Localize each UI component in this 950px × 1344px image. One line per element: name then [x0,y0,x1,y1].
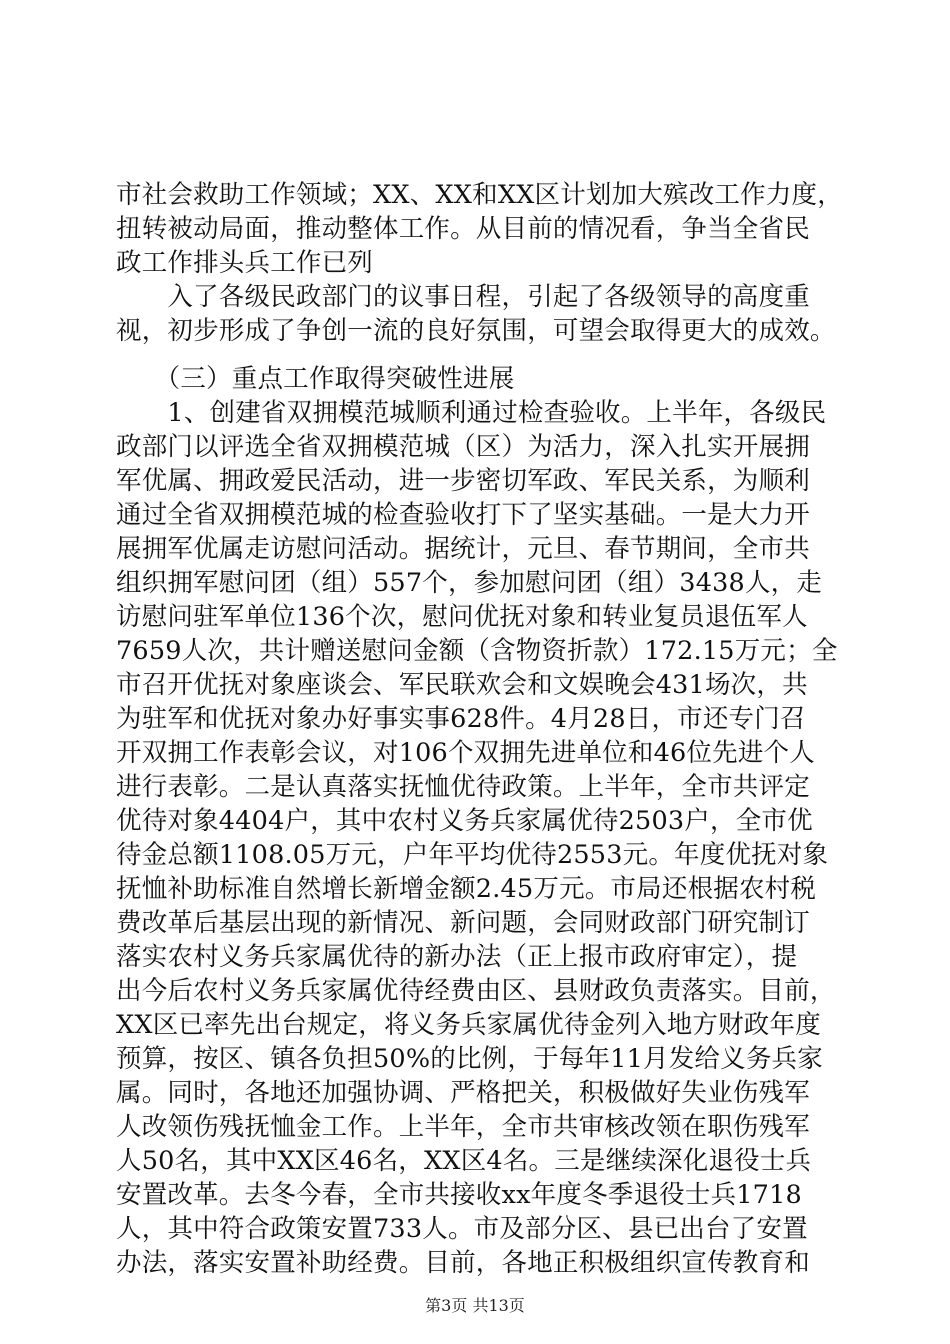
text-line: 入了各级民政部门的议事日程，引起了各级领导的高度重 [116,282,810,312]
text-line: 1、创建省双拥模范城顺利通过检查验收。上半年，各级民 [116,398,827,428]
section-heading: （三）重点工作取得突破性进展 [116,364,515,394]
text-line: 优待对象4404户，其中农村义务兵家属优待2503户，全市优 [116,806,813,836]
text-line: 抚恤补助标准自然增长新增金额2.45万元。市局还根据农村税 [116,874,817,904]
text-line: 预算，按区、镇各负担50%的比例，于每年11月发给义务兵家 [116,1044,823,1074]
text-line: 访慰问驻军单位136个次，慰问优抚对象和转业复员退伍军人 [116,602,808,632]
text-line: 视，初步形成了争创一流的良好氛围，可望会取得更大的成效。 [116,316,836,346]
page-footer: 第3页 共13页 [425,1296,525,1315]
text-line: 为驻军和优抚对象办好事实事628件。4月28日，市还专门召 [116,704,806,734]
text-line: 人50名，其中XX区46名，XX区4名。三是继续深化退役士兵 [116,1146,812,1176]
text-line: 开双拥工作表彰会议，对106个双拥先进单位和46位先进个人 [116,738,815,768]
text-line: 待金总额1108.05万元，户年平均优待2553元。年度优抚对象 [116,840,829,870]
text-line: 政工作排头兵工作已列 [116,248,374,278]
text-line: 市社会救助工作领域；XX、XX和XX区计划加大殡改工作力度， [116,180,843,210]
text-line: 7659人次，共计赠送慰问金额（含物资折款）172.15万元；全 [116,636,838,666]
text-line: 市召开优抚对象座谈会、军民联欢会和文娱晚会431场次，共 [116,670,808,700]
text-line: 人改领伤残抚恤金工作。上半年，全市共审核改领在职伤残军 [116,1112,810,1142]
text-line: 安置改革。去冬今春，全市共接收xx年度冬季退役士兵1718 [116,1180,802,1210]
text-line: 组织拥军慰问团（组）557个，参加慰问团（组）3438人，走 [116,568,823,598]
text-line: 扭转被动局面，推动整体工作。从目前的情况看，争当全省民 [116,214,810,244]
text-line: 出今后农村义务兵家属优待经费由区、县财政负责落实。目前， [116,976,836,1006]
text-line: 军优属、拥政爱民活动，进一步密切军政、军民关系，为顺利 [116,466,810,496]
text-line: 费改革后基层出现的新情况、新问题，会同财政部门研究制订 [116,908,810,938]
text-line: 人，其中符合政策安置733人。市及部分区、县已出台了安置 [116,1214,808,1244]
text-line: XX区已率先出台规定，将义务兵家属优待金列入地方财政年度 [116,1010,821,1040]
text-line: 办法，落实安置补助经费。目前，各地正积极组织宣传教育和 [116,1248,810,1278]
text-line: 进行表彰。二是认真落实抚恤优待政策。上半年，全市共评定 [116,772,810,802]
text-line: 属。同时，各地还加强协调、严格把关，积极做好失业伤残军 [116,1078,810,1108]
text-line: 通过全省双拥模范城的检查验收打下了坚实基础。一是大力开 [116,500,810,530]
text-line: 落实农村义务兵家属优待的新办法（正上报市政府审定），提 [116,942,798,972]
text-line: 政部门以评选全省双拥模范城（区）为活力，深入扎实开展拥 [116,432,810,462]
text-line: 展拥军优属走访慰问活动。据统计，元旦、春节期间，全市共 [116,534,810,564]
